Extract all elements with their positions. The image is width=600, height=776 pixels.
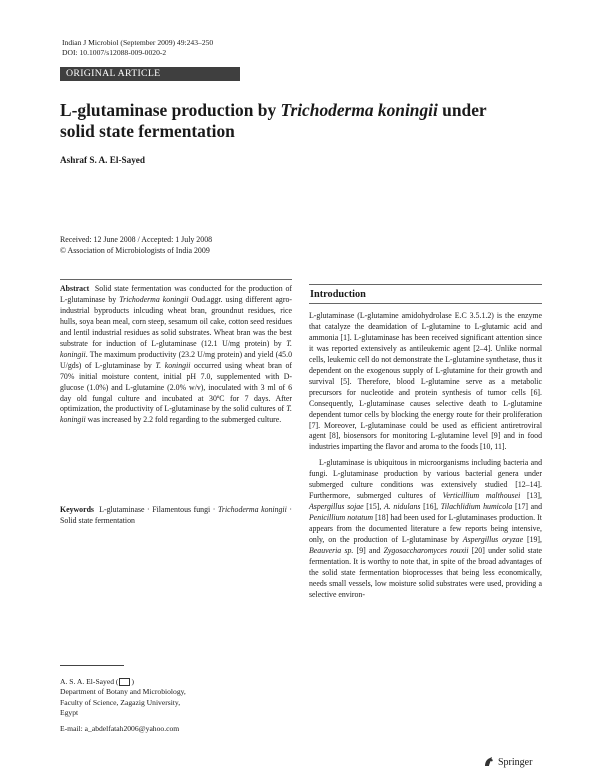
paragraph: L-glutaminase (L-glutamine amidohydrolase E.C 3.5.1.2) is the enzyme that catalyze the deamidation of L-glutamine to L-glutamic acid and ammonia [1]. L-glutaminase has been received significant attention since it was reported extensively as antileukemic agent [2–4]. Unlike normal cells, leukemic cell do not demonstrate the L-glutamine synthetase, thus it dependent on the exogenous supply of L-glutamine for their growth and survival [5]. Therefore, blood L-glutamine serve as a metabolic precursors for nucleotide and protein synthesis of tumor cells [6]. Consequently, L-glutaminase causes selective death to L-glutamine dependent tumor cells by blocking the energy route for their proliferation [7]. Moreover, L-glutaminase could be used as efficient antiretroviral agent [8], biosensors for monitoring L-glutamine level [9] and in food industries imparting the flavor and aroma to the foods [10, 11].	[309, 311, 542, 452]
envelope-icon	[119, 678, 130, 686]
introduction-body	[309, 311, 542, 601]
section-heading: Introduction	[310, 289, 366, 300]
divider	[60, 279, 292, 280]
keywords: Keywords L-glutaminase · Filamentous fungi · Trichoderma koningii · Solid state fermentation	[60, 505, 292, 525]
author-email[interactable]: E-mail: a_abdelfatah2006@yahoo.com	[60, 723, 180, 733]
received-accepted: Received: 12 June 2008 / Accepted: 1 July 2008	[60, 235, 213, 244]
author-name: Ashraf S. A. El-Sayed	[60, 155, 145, 165]
copyright: © Association of Microbiologists of India 2009	[60, 246, 210, 255]
publisher-logo: Springer	[483, 756, 532, 768]
paragraph: L-glutaminase is ubiquitous in microorganisms including bacteria and fungi. L-glutaminase production by various bacterial genera under submerged culture conditions was extensively studied [12–14]. Furthermore, submerged cultures of Verticillium malthousei [13], Aspergillus sojae [15], A. nidulans [16], Tilachlidium humicola [17] and Penicillium notatum [18] had been used for L-glutaminases production. It appears from the documented literature a few reports being intensive, only, on the production of L-glutaminase by Aspergillus oryzae [19], Beauveria sp. [9] and Zygosaccharomyces rouxii [20] under solid state fermentation. It is worthy to note that, in spite of the broad advantages of the solid state fermentation bioprocesses that being less economically, needs small vessels, low moisture solid substrates were used, providing a selective environ-	[309, 458, 543, 599]
dates-block	[60, 234, 212, 256]
springer-horse-icon	[483, 756, 495, 768]
author-affiliation: A. S. A. El-Sayed ( ) Department of Botany and Microbiology, Faculty of Science, Zagazig University, Egypt E-mail: a_abdelfatah2006@yahoo.com	[60, 677, 186, 733]
article-title: L-glutaminase production by Trichoderma koningii under solid state fermentation	[60, 100, 487, 141]
footnote-rule	[60, 665, 124, 666]
journal-citation: Indian J Microbiol (September 2009) 49:243–250	[62, 38, 214, 47]
abstract: Abstract Solid state fermentation was conducted for the production of L-glutaminase by Trichoderma koningii Oud.aggr. using different agro-industrial byproducts inlcuding wheat bran, groundnut residues, rice hulls, soya bean meal, corn steep, sesamum oil cake, cotton seed residues and lentil industrial residues as solid substrates. Wheat bran was the best substrate for induction of L-glutaminase (12.1 U/mg protein) by T. koningii. The maximum productivity (23.2 U/mg protein) and yield (45.0 U/gds) of L-glutaminase by T. koningii occurred using wheat bran of 70% initial moisture content, initial pH 7.0, supplemented with D-glucose (1.0%) and L-glutamine (2.0% w/v), inoculated with 3 ml of 6 day old fungal culture and incubated at 30ºC for 7 days. After optimization, the productivity of L-glutaminase by the solid cultures of T. koningii was increased by 2.2 fold regarding to the submerged culture.	[60, 284, 293, 425]
article-type-banner: ORIGINAL ARTICLE	[60, 67, 240, 81]
doi: DOI: 10.1007/s12088-009-0020-2	[62, 48, 167, 57]
divider	[309, 303, 542, 304]
divider	[309, 284, 542, 285]
